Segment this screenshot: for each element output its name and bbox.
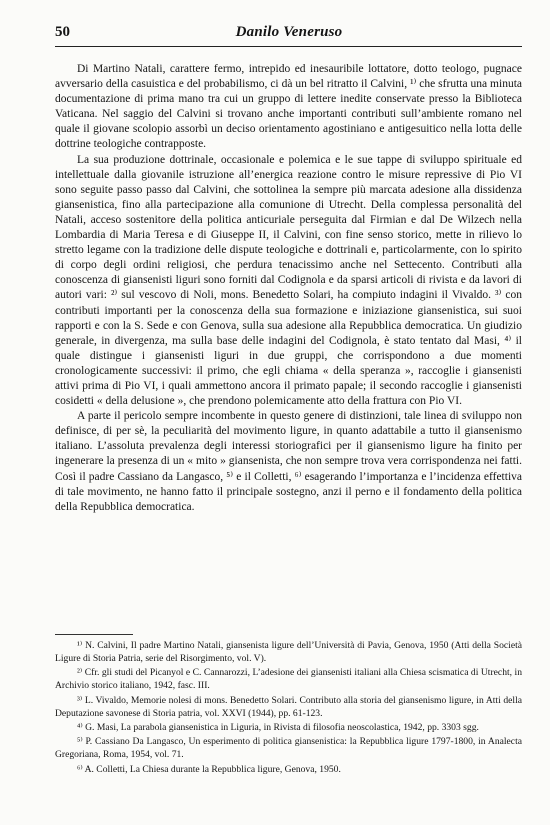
page-number: 50 xyxy=(55,24,70,40)
footnote: ¹⁾ N. Calvini, Il padre Martino Natali, giansenista ligure dell’Università di Pavia, Genova, 1950 (Atti della Società Ligure di Storia Patria, serie del Risorgimento, vol. V). xyxy=(55,640,522,664)
paragraph: La sua produzione dottrinale, occasionale e polemica e le sue tappe di sviluppo spirituale ed intellettuale dalla giovanile istruzione all’energica reazione contro le misure repressive di Pio VI sono seguite passo passo dal Calvini, che sottolinea la sempre più marcata adesione alla dissidenza giansenistica, fino alla partecipazione alla comunione di Utrecht. Della complessa personalità del Natali, acceso sostenitore della politica anticuriale perseguita dal Firmian e dal De Wilzech nella Lombardia di Maria Teresa e di Giuseppe II, il Calvini, con fine senso storico, mette in rilievo lo stretto legame con la tradizione delle dispute teologiche e dottrinali e, particolarmente, con lo spirito di corpo degli ordini religiosi, che perdura tenacissimo anche nel Settecento. Contributi alla conoscenza di giansenisti liguri sono forniti dal Codignola e da sparsi articoli di rivista e da lavori di autori vari: ²⁾ sul vescovo di Noli, mons. Benedetto Solari, ha compiuto indagini il Vivaldo. ³⁾ con contributi importanti per la conoscenza della sua formazione e iniziazione giansenistica, sui suoi rapporti e con la S. Sede e con Genova, sulla sua adesione alla Repubblica democratica. Un giudizio generale, in divergenza, ma sulla base delle indagini del Codignola, è stato tentato dal Masi, ⁴⁾ il quale distingue i giansenisti liguri in due gruppi, che corrispondono a due momenti cronologicamente successivi: il primo, che egli chiama « della speranza », raccoglie i giansenisti attivi prima di Pio VI, i quali ammettono ancora il primato papale; il secondo raccoglie i giansenisti cosidetti « della delusione », che prendono polemicamente atto della frattura con Pio VI. xyxy=(55,153,522,408)
footnote-separator xyxy=(55,634,133,635)
header-rule xyxy=(55,46,522,47)
footnote: ⁴⁾ G. Masi, La parabola giansenistica in Liguria, in Rivista di filosofia neoscolastica, 1942, pp. 3303 sgg. xyxy=(77,721,479,733)
footnote: ⁵⁾ P. Cassiano Da Langasco, Un esperimento di politica giansenistica: la Repubblica ligure 1797-1800, in Analecta Gregoriana, Roma, 1954, vol. 71. xyxy=(55,736,522,761)
footnote: ⁶⁾ A. Colletti, La Chiesa durante la Repubblica ligure, Genova, 1950. xyxy=(77,763,341,775)
paragraph: Di Martino Natali, carattere fermo, intrepido ed inesauribile lottatore, dotto teologo, pugnace avversario della casuistica e del probabilismo, ci dà un bel ritratto il Calvini, ¹⁾ che sfrutta una minuta documentazione di prima mano tra cui un gruppo di lettere inedite conservate presso la Biblioteca Vaticana. Nel saggio del Calvini si trovano anche importanti contributi sull’ambiente romano nel quale il giovane scolopio assorbì un deciso orientamento agostiniano e antigesuitico nella lotta delle dottrine teologiche contrapposte. xyxy=(55,63,522,151)
main-text xyxy=(55,62,522,515)
paragraph: A parte il pericolo sempre incombente in questo genere di distinzioni, tale linea di sviluppo non definisce, di per sè, la peculiarità del movimento ligure, in quanto adattabile a tutto il giansenismo italiano. L’assoluta prevalenza degli interessi storiografici per il giansenismo ligure ha finito per ingenerare la presenza di un « mito » giansenista, che non sempre trova vera corrispondenza nei fatti. Così il padre Cassiano da Langasco, ⁵⁾ e il Colletti, ⁶⁾ esagerando l’importanza e l’incidenza effettiva di tale movimento, ne hanno fatto il principale sostegno, anzi il perno e il fondamento della politica della Repubblica democratica. xyxy=(55,410,522,513)
footnotes xyxy=(55,640,522,778)
footnote: ³⁾ L. Vivaldo, Memorie nolesi di mons. Benedetto Solari. Contributo alla storia del giansenismo ligure, in Atti della Deputazione savonese di Storia patria, vol. XXVI (1944), pp. 61-123. xyxy=(55,694,522,719)
footnote: ²⁾ Cfr. gli studi del Picanyol e C. Cannarozzi, L’adesione dei giansenisti italiani alla Chiesa scismatica di Utrecht, in Archivio storico italiano, 1942, fasc. III. xyxy=(55,667,522,692)
running-title: Danilo Veneruso xyxy=(235,24,343,40)
page-header xyxy=(55,24,523,46)
